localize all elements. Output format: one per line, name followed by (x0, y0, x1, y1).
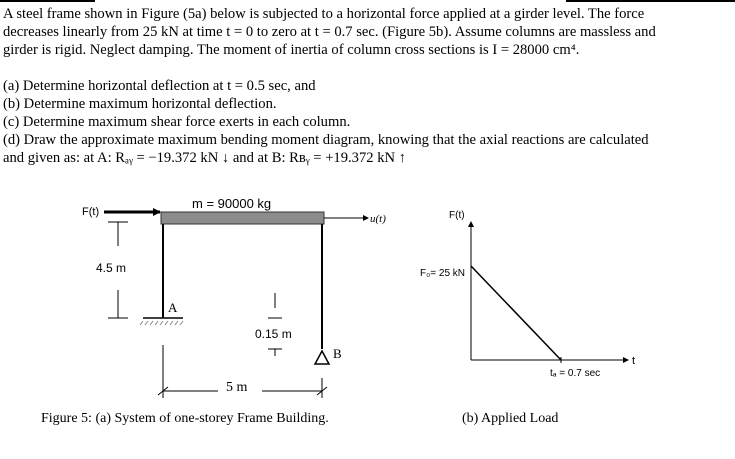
intro-line-2: decreases linearly from 25 kN at time t = 0 to zero at t = 0.7 sec. (Figure 5b). Assume columns are massless and (3, 24, 656, 40)
question-d: (d) Draw the approximate maximum bending moment diagram, knowing that the axial reactions are calculated (3, 132, 649, 148)
settlement-label: 0.15 m (255, 327, 292, 341)
top-rule-left (0, 0, 95, 2)
peak-label: F₀= 25 kN (420, 268, 465, 279)
force-label: F(t) (82, 206, 100, 218)
top-rule-right (566, 0, 735, 2)
question-c: (c) Determine maximum shear force exerts in each column. (3, 114, 351, 130)
load-chart (420, 210, 635, 426)
intro-line-1: A steel frame shown in Figure (5a) below is subjected to a horizontal force applied at a girder level. The force (3, 6, 645, 22)
settlement-dimension (268, 293, 282, 356)
displacement-label: u(t) (370, 213, 386, 225)
caption-b: (b) Applied Load (462, 411, 559, 426)
support-a (140, 318, 183, 325)
mass-label: m = 90000 kg (192, 196, 272, 211)
force-axis-label: F(t) (449, 210, 465, 221)
figure-5 (0, 188, 735, 459)
height-label: 4.5 m (96, 261, 127, 275)
load-decay-line (471, 266, 561, 360)
problem-intro (3, 5, 731, 59)
caption-a: Figure 5: (a) System of one-storey Frame Building. (41, 411, 329, 426)
question-a: (a) Determine horizontal deflection at t = 0.5 sec, and (3, 78, 316, 94)
girder (161, 212, 324, 224)
frame-diagram (41, 196, 386, 426)
support-a-label: A (168, 300, 178, 315)
question-d-reactions: and given as: at A: Rₐᵧ = −19.372 kN ↓ and at B: Rʙᵧ = +19.372 kN ↑ (3, 150, 406, 166)
time-axis-label: t (632, 355, 636, 367)
question-b: (b) Determine maximum horizontal deflection. (3, 96, 277, 112)
span-label: 5 m (226, 380, 248, 395)
support-b (315, 351, 329, 364)
intro-line-3: girder is rigid. Neglect damping. The moment of inertia of column cross sections is I = 28000 cm⁴. (3, 42, 580, 58)
duration-label: tₐ = 0.7 sec (550, 368, 601, 379)
problem-questions (3, 77, 731, 167)
support-b-label: B (333, 346, 342, 361)
